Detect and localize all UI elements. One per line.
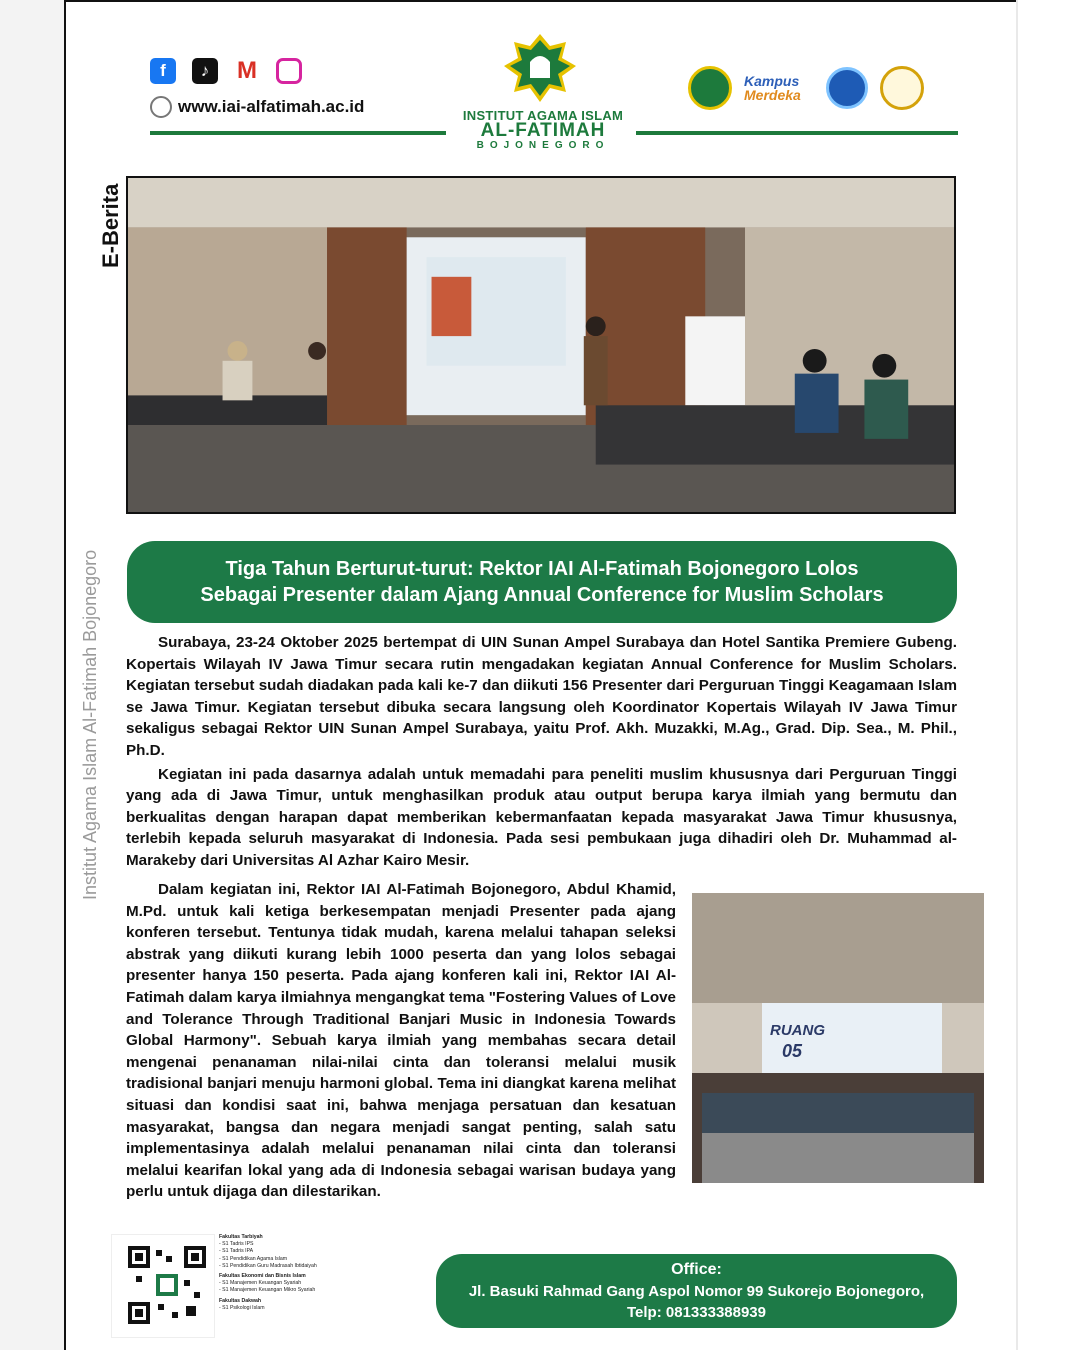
- partner-logos: [688, 66, 924, 110]
- faculty-list: [219, 1234, 419, 1312]
- faculty-program: - S1 Manajemen Keuangan Mikro Syariah: [219, 1287, 316, 1294]
- globe-icon: [150, 96, 172, 118]
- article-paragraph-3: Dalam kegiatan ini, Rektor IAI Al-Fatimah Bojonegoro, Abdul Khamid, M.Pd. untuk kali ketiga berkesempatan menjadi Presenter pada ajang konferen tersebut. Tentunya tidak mudah, karena melalui tahapan seleksi abstrak yang diikuti kurang lebih 1000 peserta dan yang lolos sebagai presenter hanya 150 peserta. Pada ajang konferen kali ini, Rektor IAI Al-Fatimah dalam karya ilmiahnya mengangkat tema "Fostering Values of Love and Tolerance Through Traditional Banjari Music in Indonesia Towards Global Harmony". Sebuah karya ilmiah yang membahas secara detail mengenai penanaman nilai-nilai cinta dan toleransi melalui musik tradisional banjari menuju harmoni global. Tema ini diangkat karena melihat situasi dan kondisi saat ini, bahwa menjaga persatuan dan kesatuan masyarakat, bangsa dan negara menjadi sangat penting, salah satu implementasinya adalah melalui penanaman nilai cinta dan toleransi melalui kearifan lokal yang ada di Indonesia sebagai warisan budaya yang perlu untuk dijaga dan dilestarikan.: [126, 881, 676, 1201]
- tiktok-icon[interactable]: ♪: [192, 58, 218, 84]
- group-photo: [692, 893, 984, 1183]
- article-body: [126, 632, 957, 874]
- merdeka-word: Merdeka: [744, 87, 801, 103]
- office-address: Jl. Basuki Rahmad Gang Aspol Nomor 99 Sukorejo Bojonegoro,: [468, 1283, 925, 1300]
- website-link[interactable]: [150, 96, 364, 118]
- headline-banner: [127, 541, 957, 623]
- seminar-photo: [126, 176, 956, 514]
- kampus-merdeka-logo: [744, 70, 814, 106]
- faculty-name: Fakultas Tarbiyah: [219, 1234, 263, 1240]
- institution-line-1: INSTITUT AGAMA ISLAM: [462, 108, 624, 123]
- facebook-icon[interactable]: f: [150, 58, 176, 84]
- office-banner: [436, 1254, 957, 1328]
- headline-line-2: Sebagai Presenter dalam Ajang Annual Conference for Muslim Scholars: [200, 584, 884, 606]
- header-rule-left: [150, 131, 446, 135]
- kemenag-logo: [688, 66, 732, 110]
- top-border: [64, 0, 1018, 2]
- qr-code[interactable]: [128, 1246, 206, 1324]
- left-margin: [0, 0, 66, 1350]
- faculty-name: Fakultas Ekonomi dan Bisnis Islam: [219, 1273, 306, 1280]
- institution-logo: [500, 32, 580, 108]
- institution-line-3: BOJONEGORO: [476, 140, 610, 151]
- faculty-program: - S1 Pendidikan Guru Madrasah Ibtidaiyah: [219, 1262, 317, 1269]
- article-paragraph-2: Kegiatan ini pada dasarnya adalah untuk memadahi para peneliti muslim khususnya dari Perguruan Tinggi yang ada di Jawa Timur, untuk menghasilkan produk atau output berupa karya ilmiah yang bermutu dan berkualitas dengan harapan dapat memberikan kebermanfaatan kepada masyarakat Jawa Timur khususnya, terlebih kepada seluruh masyarakat di Indonesia. Pada sesi pembukaan juga dihadiri oleh Dr. Muhammad al-Marakeby dari Universitas Al Azhar Kairo Mesir.: [126, 765, 957, 869]
- faculty-program: - S1 Psikologi Islam: [219, 1304, 265, 1311]
- social-icons: [150, 58, 302, 84]
- article-paragraph-1: Surabaya, 23-24 Oktober 2025 bertempat di UIN Sunan Ampel Surabaya dan Hotel Santika Premiere Gubeng. Kopertais Wilayah IV Jawa Timur secara rutin mengadakan kegiatan Annual Conference for Muslim Scholars. Kegiatan tersebut sudah diadakan pada kali ke-7 dan diikuti 156 Presenter dari Perguruan Tinggi Keagamaan Islam se Jawa Timur. Kegiatan tersebut dibuka secara langsung oleh Koordinator Kopertais Wilayah IV Jawa Timur sekaligus sebagai Rektor UIN Sunan Ampel Surabaya, yaitu Prof. Akh. Muzakki, M.Ag., Grad. Dip. Sea., M. Phil., Ph.D.: [126, 634, 957, 759]
- faculty-program: - S1 Tadris IPA: [219, 1248, 254, 1255]
- section-label: E-Berita: [98, 183, 123, 268]
- office-phone: Telp: 081333388939: [627, 1304, 766, 1321]
- kampus-word: Kampus: [744, 73, 800, 89]
- gmail-icon[interactable]: M: [234, 58, 260, 84]
- instagram-icon[interactable]: [276, 58, 302, 84]
- gold-emblem-logo: [880, 66, 924, 110]
- faculty-program: - S1 Manajemen Keuangan Syariah: [219, 1280, 302, 1287]
- office-title: Office:: [671, 1261, 722, 1278]
- banner-text-number: 05: [782, 1041, 803, 1061]
- faculty-program: - S1 Pendidikan Agama Islam: [219, 1255, 288, 1262]
- banner-text-ruang: RUANG: [770, 1022, 825, 1039]
- website-url[interactable]: www.iai-alfatimah.ac.id: [178, 97, 365, 116]
- institution-line-2: AL-FATIMAH: [480, 120, 606, 141]
- vertical-institution-text: Institut Agama Islam Al-Fatimah Bojonegoro: [80, 549, 100, 900]
- faculty-name: Fakultas Dakwah: [219, 1297, 262, 1304]
- header-rule-right: [636, 131, 958, 135]
- faculty-program: - S1 Tadris IPS: [219, 1241, 254, 1248]
- headline-line-1: Tiga Tahun Berturut-turut: Rektor IAI Al-Fatimah Bojonegoro Lolos: [225, 558, 859, 580]
- right-border: [1016, 0, 1018, 1350]
- tut-wuri-logo: [826, 67, 868, 109]
